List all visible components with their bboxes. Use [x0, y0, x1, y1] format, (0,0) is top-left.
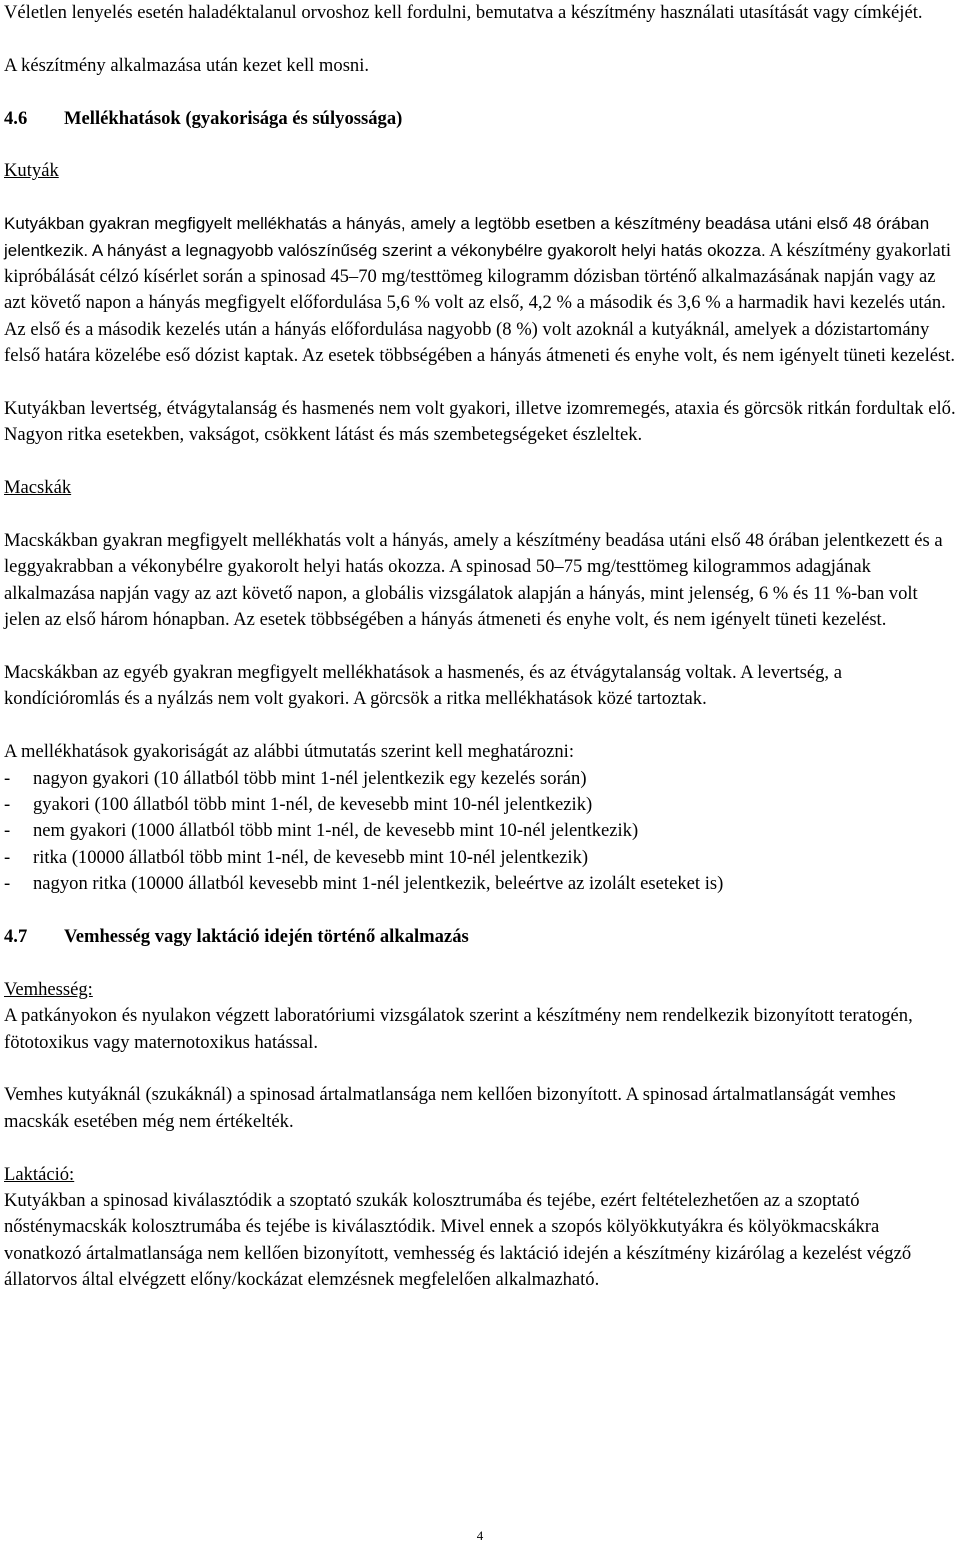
cats-paragraph-1: Macskákban gyakran megfigyelt mellékhatás volt a hányás, amely a készítmény beadása utáni első 48 órában jelentkezett és a leggyakrabban a vékonybélre gyakorolt helyi hatás okozza. A spinosad 50–75 mg/testtömeg kilogrammos adagjának alkalmazása napján vagy az azt követő napon, a globális vizsgálatok alapján a hányás, mint jelenség, 6 % és 11 %-ban volt jelen az első három hónapban. Az esetek többségében a hányás átmeneti és enyhe volt, és nem igényelt tüneti kezelést. — [4, 530, 943, 631]
lactation-paragraph-1: Kutyákban a spinosad kiválasztódik a szoptató szukák kolosztrumába és tejébe, ezért feltételezhetően az a szoptató nősténymacskák kolosztrumába és tejébe is kiválasztódik. Mivel ennek a szopós kölyökkutyákra és kölyökmacskákra vonatkozó ártalmatlansága nem kellően bizonyított, vemhesség és laktáció idején a készítmény kizárólag a kezelést végző állatorvos által elvégzett előny/kockázat elemzésnek megfelelően alkalmazható. — [4, 1190, 912, 1291]
list-item — [4, 871, 956, 897]
list-item — [4, 818, 956, 844]
cats-subheading: Macskák — [4, 477, 72, 499]
section-4-7-number: 4.7 — [4, 926, 28, 948]
section-4-6-number: 4.6 — [4, 107, 28, 129]
dogs-paragraph-1-serif-part: A készítmény gyakorlati kipróbálását célzó kísérlet során a spinosad 45–70 mg/testtömeg kilogramm dózisban történő alkalmazásának napján vagy az azt követő napon a hányás megfigyelt előfordulása 5,6 % volt az első, 4,2 % a második és 3,6 % a harmadik havi kezelés után. Az első és a második kezelés után a hányás előfordulása nagyobb (8 %) volt azoknál a kutyáknál, amelyek a dózistartomány felső határa közelébe eső dózist kaptak. Az esetek többségében a hányás átmeneti és enyhe volt, és nem igényelt tüneti kezelést. — [4, 239, 956, 367]
pregnancy-paragraph-1: A patkányokon és nyulakon végzett laboratóriumi vizsgálatok szerint a készítmény nem rendelkezik bizonyított teratogén, fötotoxikus vagy maternotoxikus hatással. — [4, 1005, 913, 1053]
page-number: 4 — [476, 1528, 484, 1543]
list-item — [4, 766, 956, 792]
dogs-paragraph-1 — [4, 211, 956, 369]
dogs-paragraph-1-sans-part: Kutyákban gyakran megfigyelt mellékhatás a hányás, amely a legtöbb esetben a készítmény beadása utáni első 48 órában jelentkezik. A hányást a legnagyobb valószínűség szerint a vékonybélre gyakorolt helyi hatás okozza. — [4, 214, 930, 260]
list-item — [4, 845, 956, 871]
list-dash: - — [4, 846, 11, 868]
section-4-7-title: Vemhesség vagy laktáció idején történő alkalmazás — [64, 926, 469, 948]
list-item — [4, 792, 956, 818]
section-4-7-heading — [4, 924, 956, 950]
list-item-text: nagyon gyakori (10 állatból több mint 1-nél jelentkezik egy kezelés során) — [33, 767, 587, 789]
list-dash: - — [4, 794, 11, 816]
cats-paragraph-2: Macskákban az egyéb gyakran megfigyelt mellékhatások a hasmenés, és az étvágytalanság voltak. A levertség, a kondícióromlás és a nyálzás nem volt gyakori. A görcsök a ritka mellékhatások közé tartoztak. — [4, 662, 842, 710]
dogs-paragraph-2: Kutyákban levertség, étvágytalanság és hasmenés nem volt gyakori, illetve izomremegés, ataxia és görcsök ritkán fordultak elő. Nagyon ritka esetekben, vakságot, csökkent látást és más szembetegségeket észleltek. — [4, 398, 956, 446]
section-4-6-heading — [4, 106, 956, 132]
list-dash: - — [4, 873, 11, 895]
pregnancy-subheading: Vemhesség: — [4, 978, 93, 1000]
intro-paragraph-2: A készítmény alkalmazása után kezet kell mosni. — [4, 54, 370, 76]
list-dash: - — [4, 767, 11, 789]
list-item-text: ritka (10000 állatból több mint 1-nél, de kevesebb mint 10-nél jelentkezik) — [33, 846, 589, 868]
dogs-subheading: Kutyák — [4, 160, 59, 182]
list-item-text: nem gyakori (1000 állatból több mint 1-nél, de kevesebb mint 10-nél jelentkezik) — [33, 820, 639, 842]
pregnancy-paragraph-2: Vemhes kutyáknál (szukáknál) a spinosad ártalmatlansága nem kellően bizonyított. A spinosad ártalmatlanságát vemhes macskák esetében még nem értékelték. — [4, 1084, 896, 1132]
frequency-list — [4, 766, 956, 898]
intro-paragraph-1: Véletlen lenyelés esetén haladéktalanul orvoshoz kell fordulni, bemutatva a készítmény használati utasítását vagy címkéjét. — [4, 2, 923, 23]
frequency-intro: A mellékhatások gyakoriságát az alábbi útmutatás szerint kell meghatározni: — [4, 741, 575, 763]
lactation-subheading: Laktáció: — [4, 1163, 75, 1185]
section-4-6-title: Mellékhatások (gyakorisága és súlyossága) — [64, 107, 403, 129]
document-page — [4, 0, 956, 1294]
list-dash: - — [4, 820, 11, 842]
list-item-text: gyakori (100 állatból több mint 1-nél, de kevesebb mint 10-nél jelentkezik) — [33, 794, 593, 816]
list-item-text: nagyon ritka (10000 állatból kevesebb mint 1-nél jelentkezik, beleértve az izolált eseteket is) — [33, 873, 724, 895]
